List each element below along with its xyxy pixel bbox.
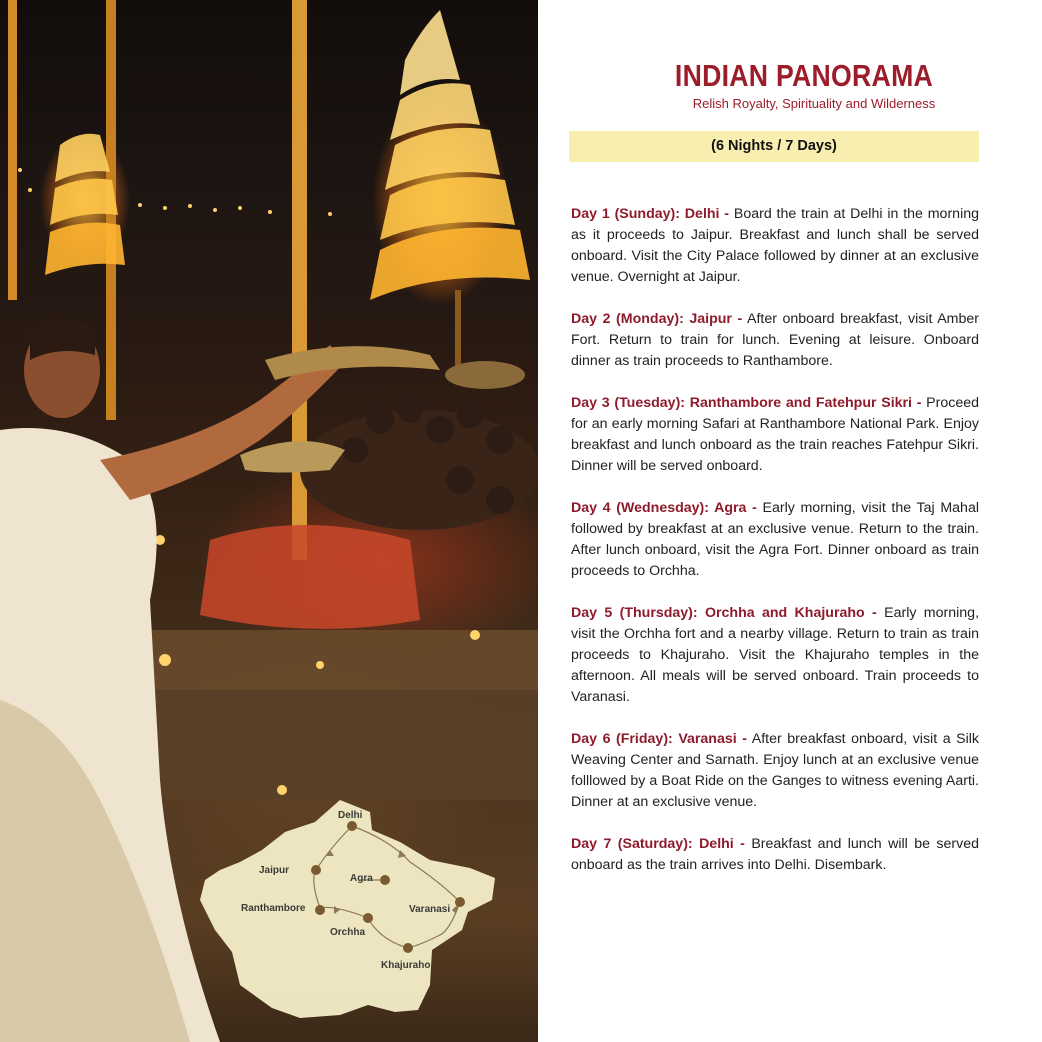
day-3-heading: Day 3 (Tuesday): Ranthambore and Fatehpur Sikri - [571, 395, 922, 411]
duration-band: (6 Nights / 7 Days) [569, 131, 979, 162]
day-1-text: Board the train at Delhi in the morning as it proceeds to Jaipur. Breakfast and lunch shall be served onboard. Visit the City Palace followed by dinner at an exclusive venue. Overnight at Jaipur. [571, 206, 979, 285]
day-4-heading: Day 4 (Wednesday): Agra - [571, 500, 757, 516]
day-4-text: Early morning, visit the Taj Mahal followed by breakfast at an exclusive venue. Return to the train. After lunch onboard, visit the Agra Fort. Dinner onboard as train proceeds to Orchha. [571, 500, 979, 579]
day-7-heading: Day 7 (Saturday): Delhi - [571, 836, 745, 852]
itinerary-list [571, 204, 979, 897]
itinerary-day-5 [571, 603, 979, 708]
day-1-heading: Day 1 (Sunday): Delhi - [571, 206, 730, 222]
map-label-delhi: Delhi [338, 810, 363, 821]
ghat-step-lower [120, 690, 538, 800]
itinerary-day-6 [571, 729, 979, 813]
itinerary-day-2 [571, 309, 979, 372]
day-6-text: After breakfast onboard, visit a Silk Weaving Center and Sarnath. Enjoy lunch at an exclusive venue folllowed by a Boat Ride on the Ganges to witness evening Aarti. Dinner at an exclusive venue. [571, 731, 979, 810]
red-cloth [200, 525, 420, 629]
itinerary-day-7 [571, 834, 979, 876]
itinerary-day-3 [571, 393, 979, 477]
itinerary-day-1 [571, 204, 979, 288]
brochure-title: INDIAN PANORAMA [674, 58, 934, 93]
brochure-subtitle: Relish Royalty, Spirituality and Wilderness [692, 96, 936, 111]
multi-tier-lamp-right [370, 10, 530, 389]
day-3-text: Proceed for an early morning Safari at Ranthambore National Park. Enjoy breakfast and lunch onboard as the train reaches Fatehpur Sikri. Dinner will be served onboard. [571, 395, 979, 474]
itinerary-day-4 [571, 498, 979, 582]
map-label-orchha: Orchha [330, 927, 366, 938]
day-2-heading: Day 2 (Monday): Jaipur - [571, 311, 743, 327]
day-5-text: Early morning, visit the Orchha fort and a nearby village. Return to train as train proceeds to Khajuraho. Visit the Khajuraho temples in the afternoon. All meals will be served onboard. Train proceeds to Varanasi. [571, 605, 980, 705]
map-label-khajuraho: Khajuraho [381, 960, 431, 971]
day-7-text: Breakfast and lunch will be served onboard as the train arrives into Delhi. Disembark. [571, 836, 980, 873]
map-label-varanasi: Varanasi [409, 904, 451, 915]
map-label-agra: Agra [350, 873, 373, 884]
crowd [300, 397, 538, 530]
brass-pole-left [8, 0, 17, 300]
day-2-text: After onboard breakfast, visit Amber Fort. Return to train for lunch. Evening at leisure. Onboard dinner as train proceeds to Ranthambore. [571, 311, 979, 369]
map-label-jaipur: Jaipur [259, 865, 290, 876]
map-label-ranthambore: Ranthambore [241, 903, 306, 914]
day-6-heading: Day 6 (Friday): Varanasi - [571, 731, 747, 747]
day-5-heading: Day 5 (Thursday): Orchha and Khajuraho - [571, 605, 877, 621]
